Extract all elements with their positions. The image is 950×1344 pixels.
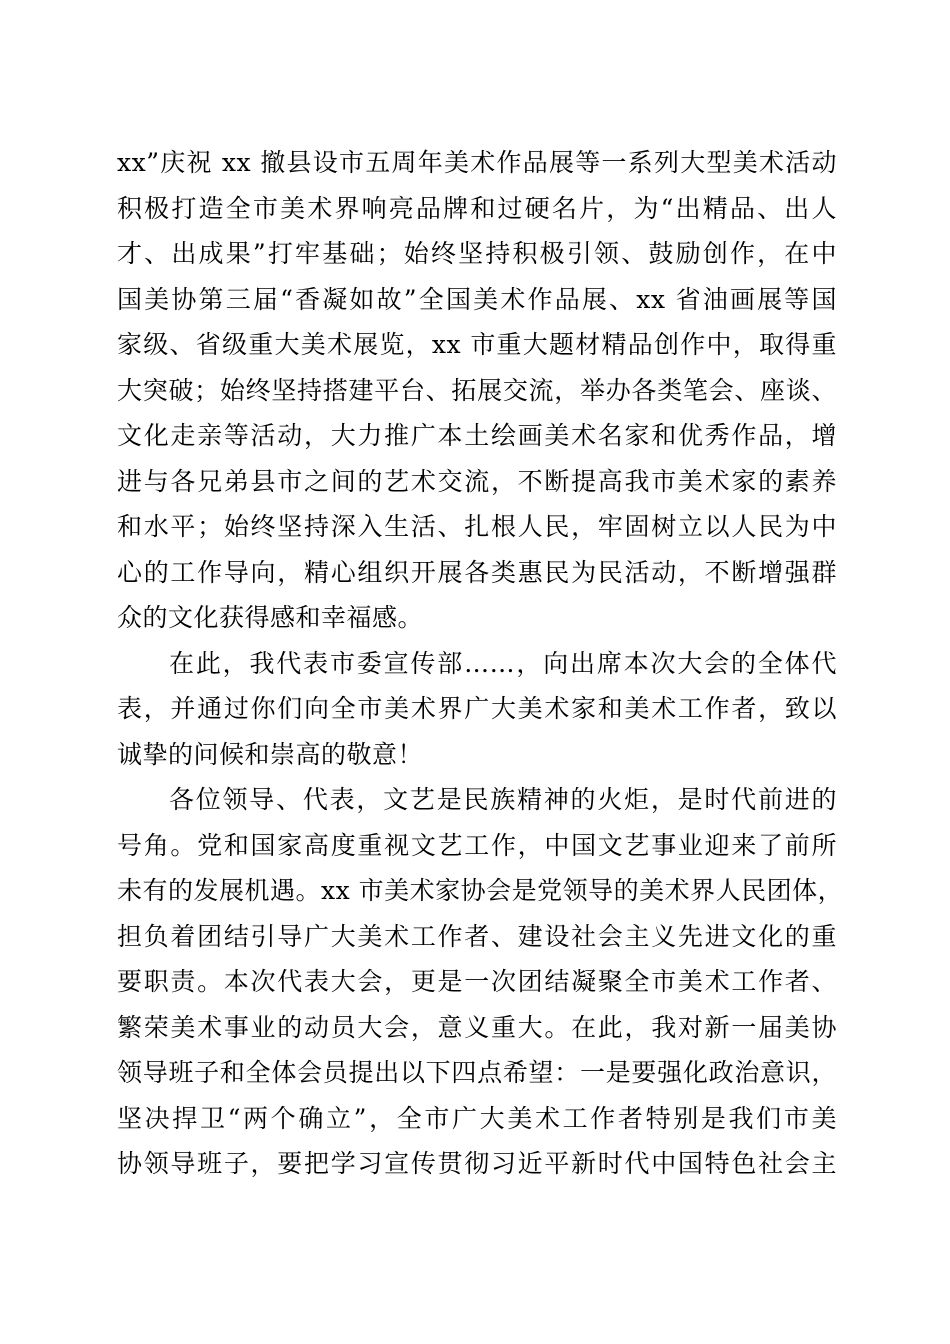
text-line: 家级、省级重大美术展览，xx 市重大题材精品创作中，取得重 bbox=[117, 330, 837, 359]
text-line: xx”庆祝 xx 撤县设市五周年美术作品展等一系列大型美术活动 bbox=[117, 148, 837, 177]
text-line: 众的文化获得感和幸福感。 bbox=[117, 603, 424, 632]
text-line: 国美协第三届“香凝如故”全国美术作品展、xx 省油画展等国 bbox=[117, 284, 837, 314]
text-line: 和水平；始终坚持深入生活、扎根人民，牢固树立以人民为中 bbox=[117, 512, 837, 541]
paragraph bbox=[117, 641, 837, 778]
text-line: 坚决捍卫“两个确立”，全市广大美术工作者特别是我们市美 bbox=[117, 1103, 837, 1133]
text-line: 要职责。本次代表大会，更是一次团结凝聚全市美术工作者、 bbox=[117, 967, 837, 996]
text-line: 未有的发展机遇。xx 市美术家协会是党领导的美术界人民团体， bbox=[117, 876, 844, 905]
text-line: 心的工作导向，精心组织开展各类惠民为民活动，不断增强群 bbox=[117, 557, 837, 587]
text-line: 进与各兄弟县市之间的艺术交流，不断提高我市美术家的素养 bbox=[117, 466, 837, 496]
paragraph bbox=[117, 140, 837, 641]
text-line: 繁荣美术事业的动员大会，意义重大。在此，我对新一届美协 bbox=[117, 1012, 837, 1042]
text-line: 才、出成果”打牢基础；始终坚持积极引领、鼓励创作，在中 bbox=[117, 239, 837, 268]
text-line: 诚挚的问候和崇高的敬意！ bbox=[117, 739, 424, 769]
text-line: 号角。党和国家高度重视文艺工作，中国文艺事业迎来了前所 bbox=[117, 830, 837, 860]
text-line: 积极打造全市美术界响亮品牌和过硬名片，为“出精品、出人 bbox=[117, 193, 837, 223]
document-body bbox=[117, 140, 844, 1187]
text-line: 协领导班子，要把学习宣传贯彻习近平新时代中国特色社会主 bbox=[117, 1149, 837, 1178]
text-line: 表，并通过你们向全市美术界广大美术家和美术工作者，致以 bbox=[117, 694, 837, 723]
text-line: 在此，我代表市委宣传部……，向出席本次大会的全体代 bbox=[169, 648, 837, 678]
text-line: 领导班子和全体会员提出以下四点希望：一是要强化政治意识， bbox=[117, 1058, 837, 1087]
text-line: 各位领导、代表，文艺是民族精神的火炬，是时代前进的 bbox=[169, 785, 837, 814]
paragraph bbox=[117, 777, 844, 1187]
text-line: 大突破；始终坚持搭建平台、拓展交流，举办各类笔会、座谈、 bbox=[117, 375, 837, 405]
text-line: 担负着团结引导广大美术工作者、建设社会主义先进文化的重 bbox=[117, 921, 837, 951]
text-line: 文化走亲等活动，大力推广本土绘画美术名家和优秀作品，增 bbox=[117, 421, 837, 450]
